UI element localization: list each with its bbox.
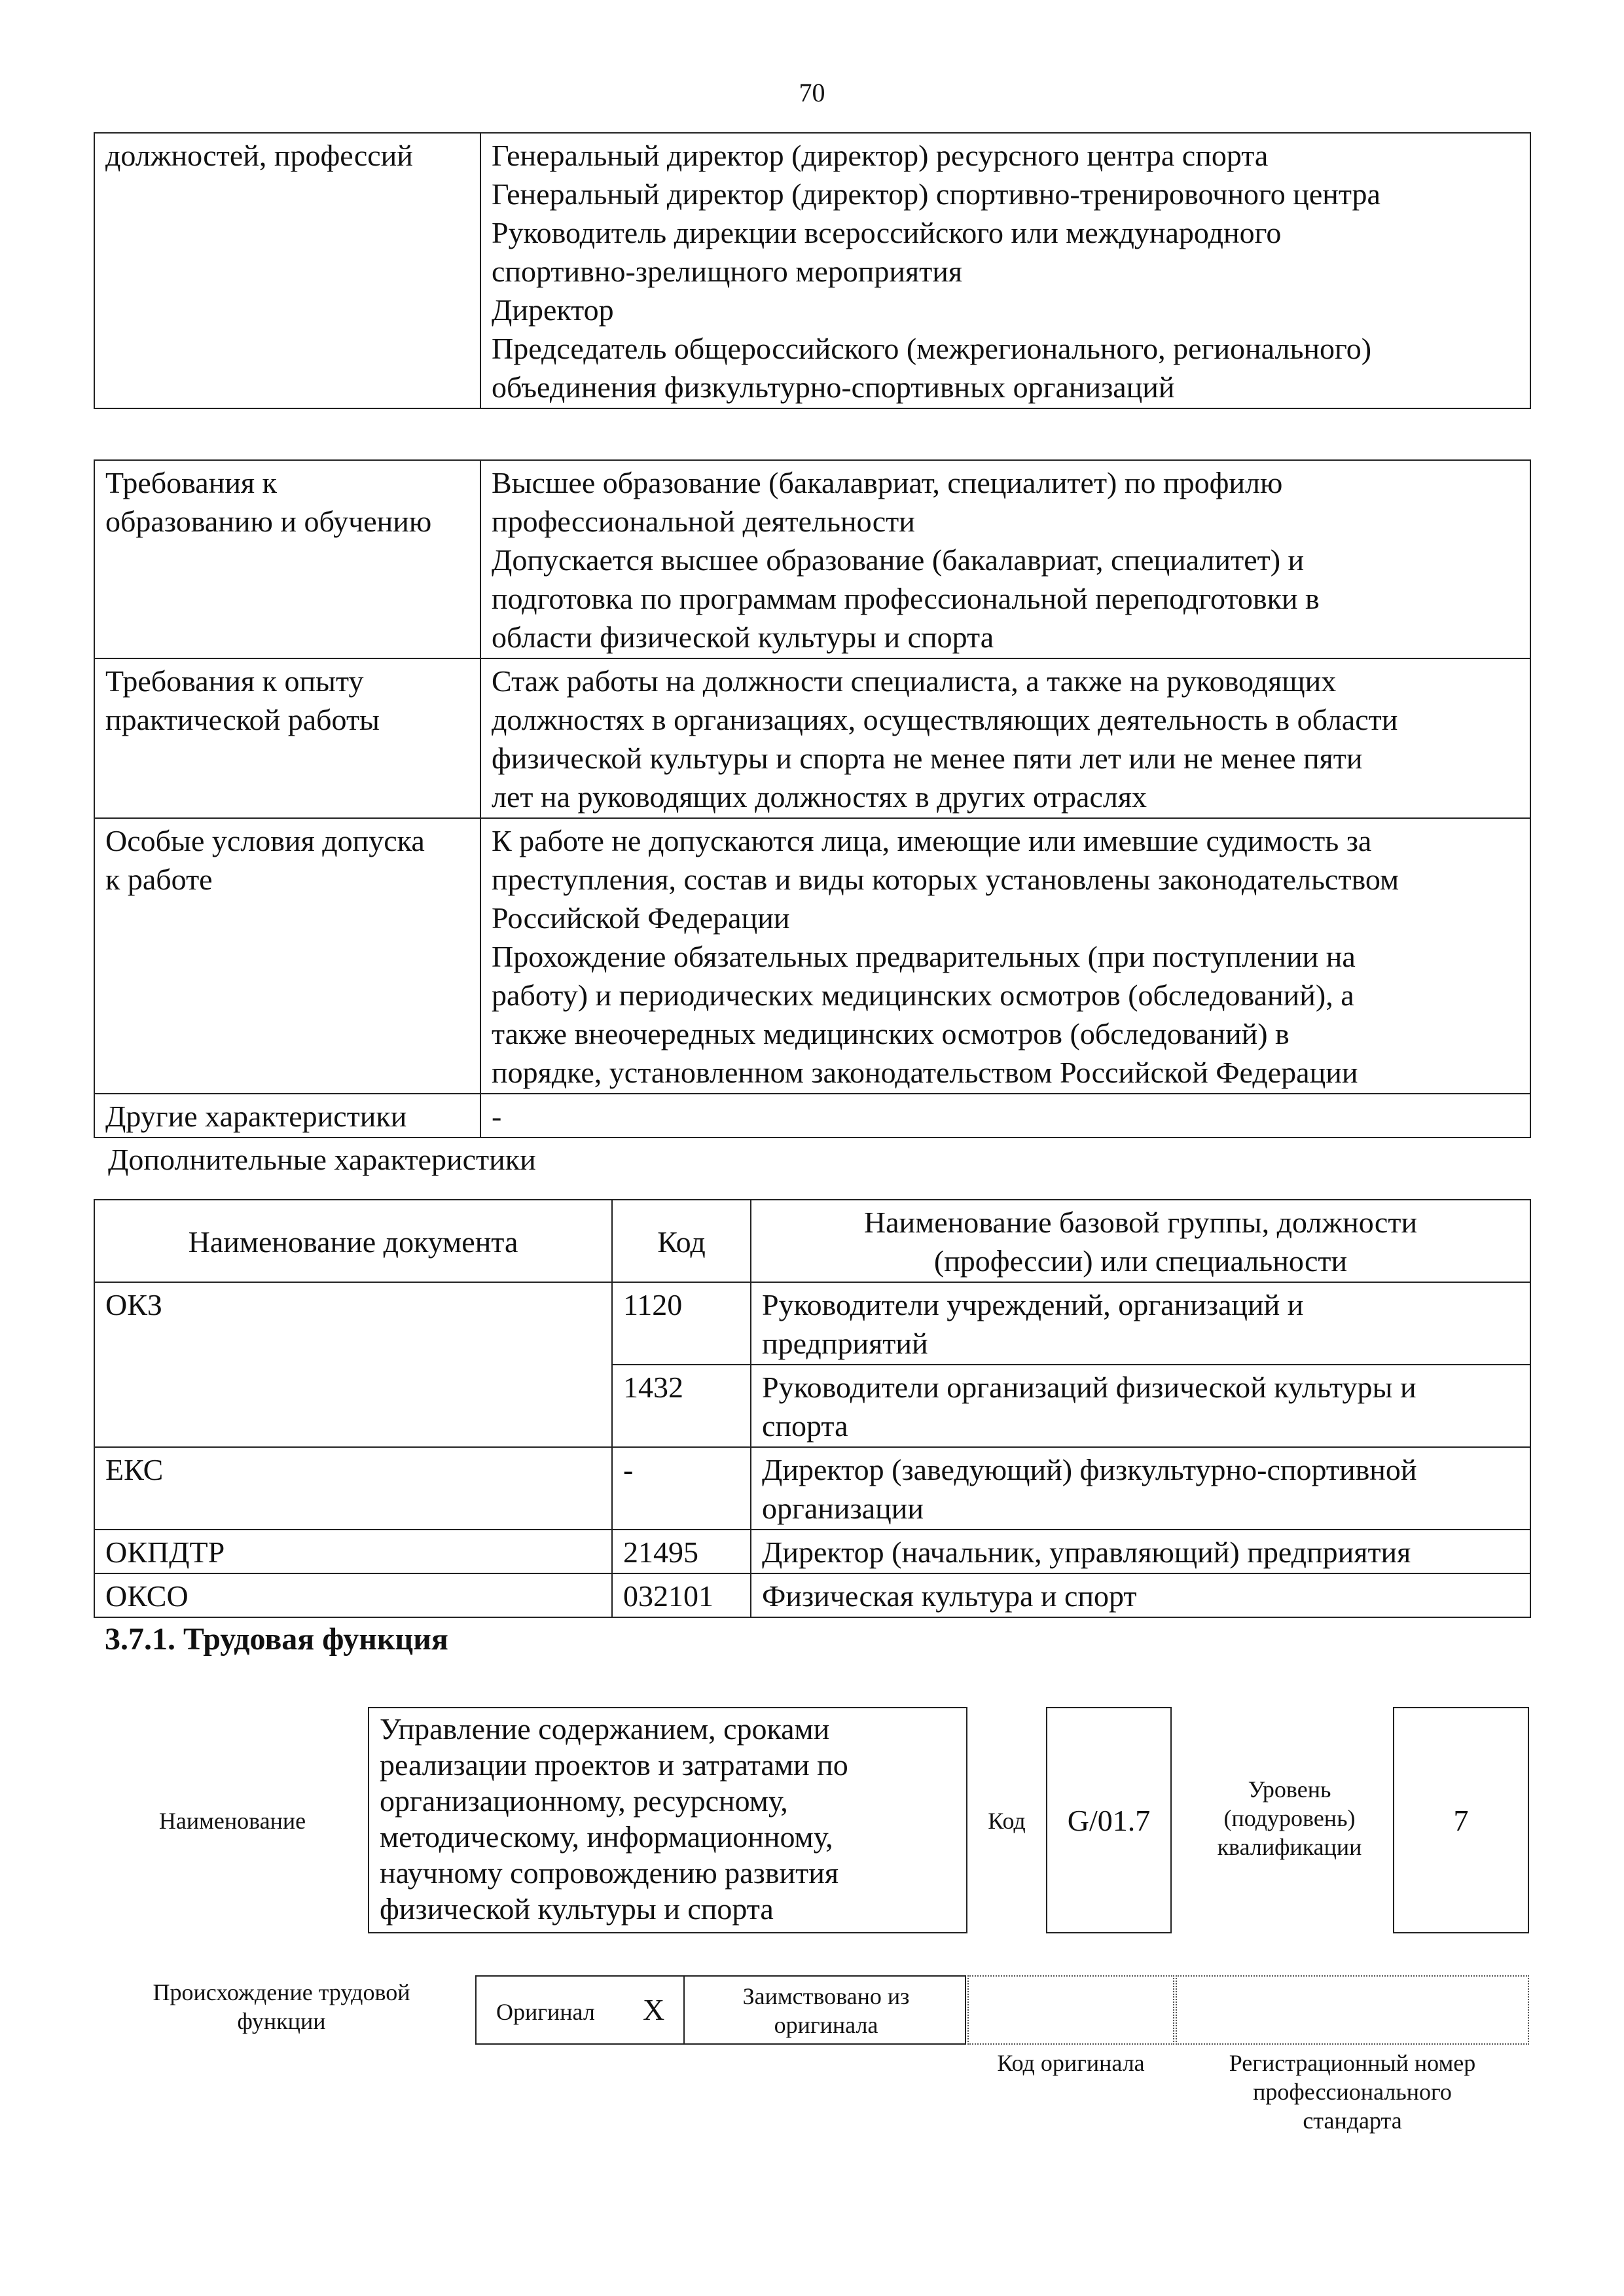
text-line: Стаж работы на должности специалиста, а также на руководящих xyxy=(492,664,1337,698)
section-title: 3.7.1. Трудовая функция xyxy=(105,1622,448,1657)
code-cell: 1432 xyxy=(612,1365,751,1447)
text-line: методическому, информационному, xyxy=(380,1820,833,1854)
label-line: функции xyxy=(237,2008,326,2034)
table-row xyxy=(94,658,1530,818)
text-line: предприятий xyxy=(762,1327,928,1360)
text-line: преступления, состав и виды которых установлены законодательством xyxy=(492,863,1399,896)
additional-characteristics-title: Дополнительные характеристики xyxy=(108,1143,536,1176)
label-line: стандарта xyxy=(1303,2108,1402,2134)
registration-number-caption xyxy=(1176,2049,1529,2135)
label-line: Требования к xyxy=(105,466,277,499)
label-line: Заимствовано из xyxy=(742,1983,910,2009)
text-line: Генеральный директор (директор) спортивно-тренировочного центра xyxy=(492,177,1380,211)
original-code-cell xyxy=(967,1975,1174,2045)
header-row xyxy=(94,1200,1530,1282)
label-line: Другие характеристики xyxy=(105,1100,407,1133)
text-line: научному сопровождению развития xyxy=(380,1856,839,1890)
text-line: профессиональной деятельности xyxy=(492,505,915,538)
row-label: должностей, профессий xyxy=(94,133,480,408)
table-row xyxy=(94,1447,1530,1530)
text-line: Прохождение обязательных предварительных (при поступлении на xyxy=(492,940,1356,973)
text-line: Российской Федерации xyxy=(492,901,790,935)
label-line: Особые условия допуска xyxy=(105,824,425,857)
row-label xyxy=(94,1094,480,1138)
level-value: 7 xyxy=(1453,1803,1469,1837)
job-titles-table xyxy=(94,132,1531,409)
function-code-value: G/01.7 xyxy=(1067,1803,1151,1837)
name-cell xyxy=(751,1282,1530,1365)
code-label: Код xyxy=(988,1808,1026,1834)
label-line: Происхождение трудовой xyxy=(153,1979,410,2005)
code-cell: - xyxy=(612,1447,751,1530)
name-cell xyxy=(751,1365,1530,1447)
label-line: квалификации xyxy=(1217,1834,1362,1860)
original-cell xyxy=(475,1975,685,2045)
doc-cell: ОКСО xyxy=(94,1573,612,1617)
text-line: Руководители организаций физической культуры и xyxy=(762,1371,1416,1404)
row-label xyxy=(94,818,480,1094)
level-box xyxy=(1393,1707,1529,1933)
text-line: области физической культуры и спорта xyxy=(492,620,994,654)
name-cell xyxy=(751,1447,1530,1530)
original-label: Оригинал xyxy=(496,1999,595,2025)
row-content xyxy=(480,1094,1530,1138)
text-line: порядке, установленном законодательством Российской Федерации xyxy=(492,1056,1358,1089)
label-line: образованию и обучению xyxy=(105,505,432,538)
text-line: Допускается высшее образование (бакалавриат, специалитет) и xyxy=(492,543,1305,577)
table-row xyxy=(94,1573,1530,1617)
code-cell: 1120 xyxy=(612,1282,751,1365)
text-line: Руководитель дирекции всероссийского или международного xyxy=(492,216,1282,249)
label-line: практической работы xyxy=(105,703,380,736)
text-line: Председатель общероссийского (межрегионального, регионального) xyxy=(492,332,1372,365)
text-line: физической культуры и спорта xyxy=(380,1892,774,1926)
original-code-caption: Код оригинала xyxy=(997,2050,1145,2076)
function-name-box xyxy=(368,1707,967,1933)
label-line: Регистрационный номер xyxy=(1229,2050,1476,2076)
text-line: физической культуры и спорта не менее пяти лет или не менее пяти xyxy=(492,742,1363,775)
label-line: Уровень xyxy=(1248,1776,1331,1803)
table-row xyxy=(94,818,1530,1094)
doc-cell: ЕКС xyxy=(94,1447,612,1530)
text-line: - xyxy=(492,1100,502,1133)
classifiers-table xyxy=(94,1199,1531,1618)
text-line: Генеральный директор (директор) ресурсного центра спорта xyxy=(492,139,1269,172)
label-line: (подуровень) xyxy=(1223,1805,1356,1831)
text-line: лет на руководящих должностях в других отраслях xyxy=(492,780,1147,814)
name-cell xyxy=(751,1573,1530,1617)
text-line: организационному, ресурсному, xyxy=(380,1784,788,1818)
text-line: организации xyxy=(762,1492,924,1525)
function-code-box xyxy=(1046,1707,1172,1933)
table-row xyxy=(94,133,1530,408)
column-header: Наименование базовой группы, должности (профессии) или специальности xyxy=(751,1200,1530,1282)
text-line: Руководители учреждений, организаций и xyxy=(762,1288,1304,1321)
row-label xyxy=(94,658,480,818)
text-line: Управление содержанием, сроками xyxy=(380,1712,830,1746)
page-number: 70 xyxy=(799,78,825,107)
borrowed-label xyxy=(685,1982,967,2039)
text-line: объединения физкультурно-спортивных организаций xyxy=(492,370,1175,404)
level-label xyxy=(1191,1775,1388,1861)
original-mark: X xyxy=(643,1993,665,2026)
table-row xyxy=(94,1530,1530,1573)
text-line: реализации проектов и затратами по xyxy=(380,1748,848,1782)
text-line: спорта xyxy=(762,1409,848,1443)
text-line: Высшее образование (бакалавриат, специалитет) по профилю xyxy=(492,466,1283,499)
text-line: Директор xyxy=(492,293,614,327)
registration-number-cell xyxy=(1176,1975,1529,2045)
column-header: Наименование документа xyxy=(94,1200,612,1282)
name-cell xyxy=(751,1530,1530,1573)
label-line: Требования к опыту xyxy=(105,664,364,698)
text-line: должностях в организациях, осуществляющих деятельность в области xyxy=(492,703,1398,736)
row-content xyxy=(480,460,1530,658)
code-cell: 032101 xyxy=(612,1573,751,1617)
doc-cell: ОКПДТР xyxy=(94,1530,612,1573)
text-line: К работе не допускаются лица, имеющие или имевшие судимость за xyxy=(492,824,1372,857)
column-header: Код xyxy=(612,1200,751,1282)
label-line: оригинала xyxy=(774,2012,878,2038)
requirements-table xyxy=(94,459,1531,1138)
table-row xyxy=(94,1282,1530,1365)
text-line: спортивно-зрелищного мероприятия xyxy=(492,255,963,288)
row-content xyxy=(480,658,1530,818)
table-row xyxy=(94,460,1530,658)
borrowed-cell xyxy=(683,1975,966,2045)
text-line: Директор (заведующий) физкультурно-спортивной xyxy=(762,1453,1417,1486)
name-label: Наименование xyxy=(158,1808,306,1834)
text-line: подготовка по программам профессиональной переподготовки в xyxy=(492,582,1320,615)
text-line: Директор (начальник, управляющий) предприятия xyxy=(762,1535,1411,1569)
row-content xyxy=(480,133,1530,408)
table-row xyxy=(94,1094,1530,1138)
label-line: к работе xyxy=(105,863,213,896)
text-line: Физическая культура и спорт xyxy=(762,1579,1137,1613)
doc-cell: ОКЗ xyxy=(94,1282,612,1447)
code-cell: 21495 xyxy=(612,1530,751,1573)
text-line: работу) и периодических медицинских осмотров (обследований), а xyxy=(492,978,1354,1012)
row-label xyxy=(94,460,480,658)
origin-label xyxy=(118,1978,445,2036)
label-line: профессионального xyxy=(1253,2079,1452,2105)
text-line: также внеочередных медицинских осмотров (обследований) в xyxy=(492,1017,1290,1050)
row-content xyxy=(480,818,1530,1094)
